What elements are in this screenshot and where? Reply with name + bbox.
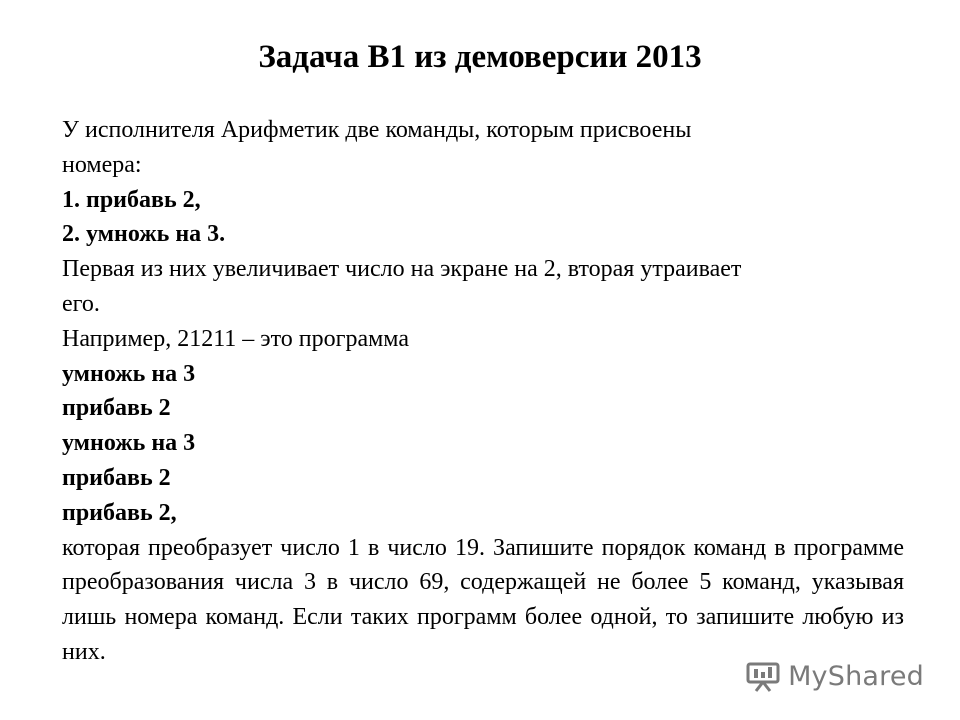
command-1: 1. прибавь 2,	[62, 186, 201, 213]
task-paragraph: которая преобразует число 1 в число 19. Запишите порядок команд в программе преобразования числа 3 в число 69, содержащей не более 5 команд, указывая лишь номера команд. Если таких программ более одной, то запишите любую из них.	[62, 534, 904, 665]
description-line: Первая из них увеличивает число на экране на 2, вторая утраивает	[62, 256, 742, 283]
program-step: прибавь 2	[62, 464, 171, 491]
program-step: умножь на 3	[62, 430, 196, 457]
watermark-brand: MyShared	[788, 661, 924, 692]
description-line: его.	[62, 290, 100, 317]
command-2: 2. умножь на 3.	[62, 221, 226, 248]
intro-line: У исполнителя Арифметик две команды, которым присвоены	[62, 117, 692, 143]
slide-title: Задача В1 из демоверсии 2013	[258, 39, 702, 75]
intro-line: номера:	[62, 151, 142, 178]
watermark	[746, 661, 924, 692]
program-step: прибавь 2,	[62, 499, 177, 526]
slide-content	[62, 113, 904, 670]
example-line: Например, 21211 – это программа	[62, 325, 409, 352]
program-step: прибавь 2	[62, 395, 171, 422]
program-step: умножь на 3	[62, 360, 196, 387]
presentation-board-icon	[746, 662, 780, 692]
